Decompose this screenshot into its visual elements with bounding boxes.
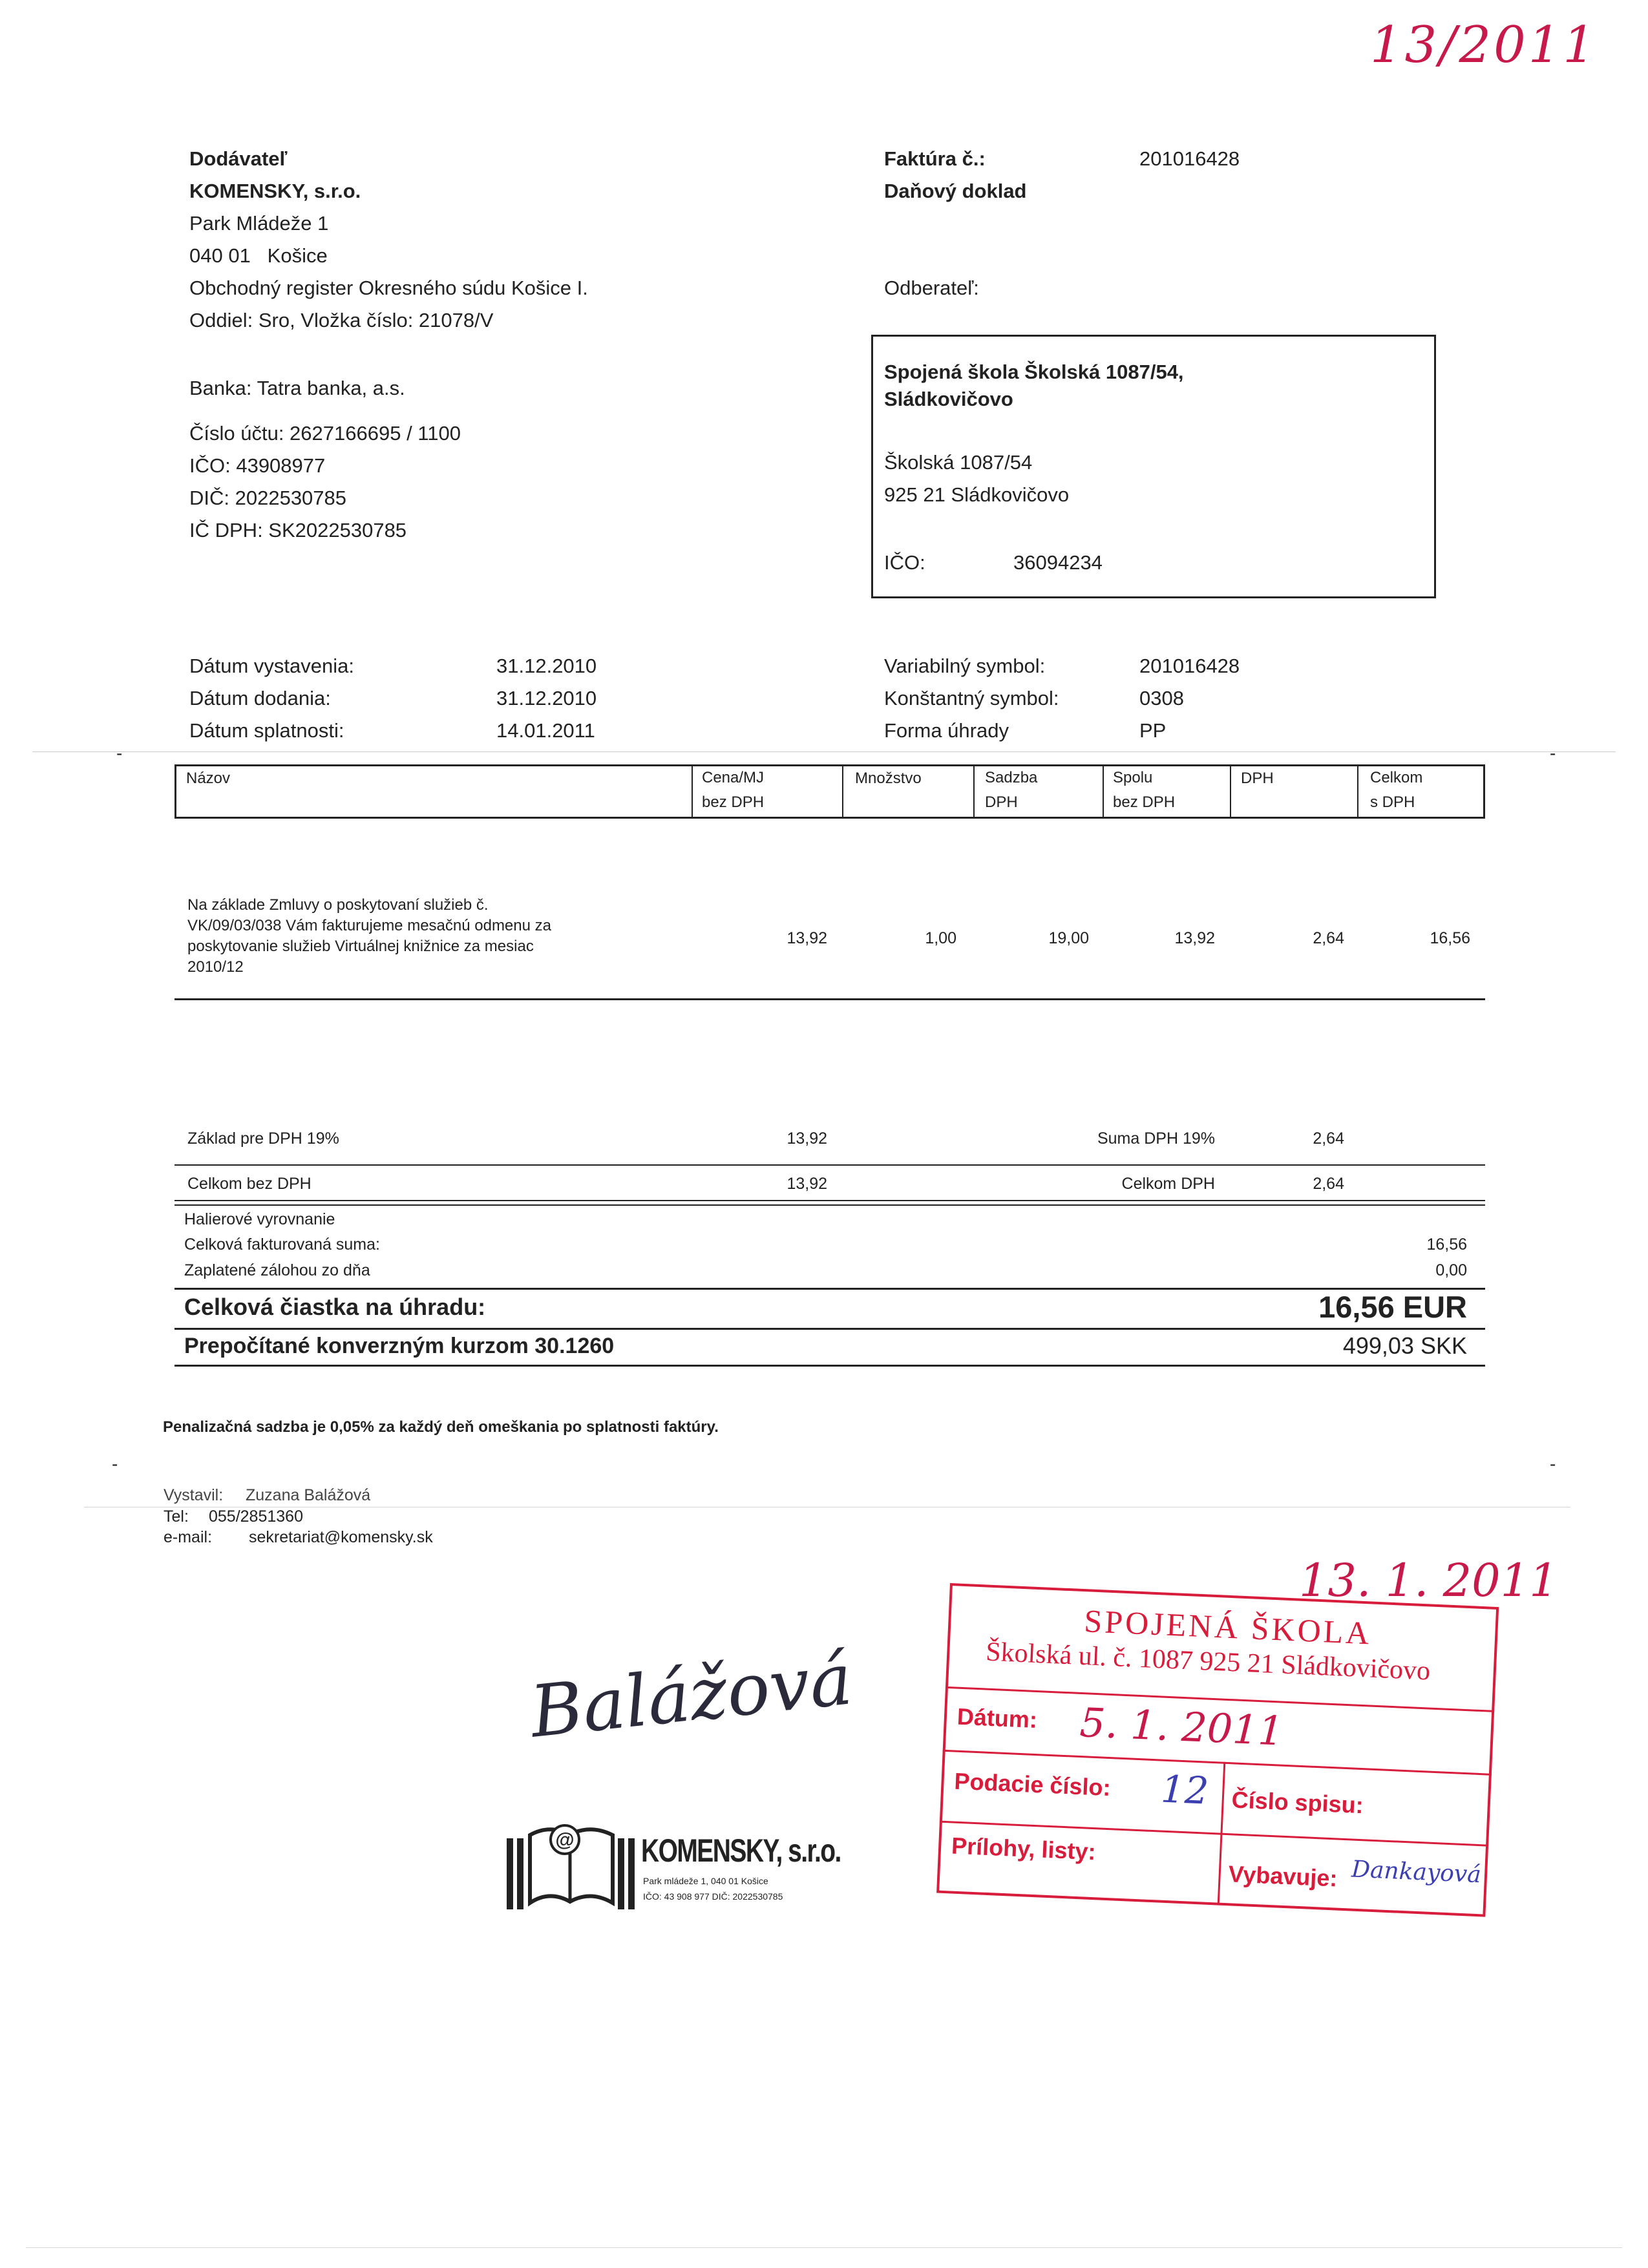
customer-ico-label: IČO: xyxy=(884,551,925,574)
margin-tick: - xyxy=(1550,1454,1556,1474)
row-divider xyxy=(174,998,1485,1000)
stamp-filing-label: Podacie číslo: xyxy=(953,1767,1112,1801)
stamp-attachments-label: Prílohy, listy: xyxy=(951,1832,1097,1865)
col-header-gross: Celkom s DPH xyxy=(1370,769,1423,811)
customer-heading: Odberateľ: xyxy=(884,277,979,299)
signature: Balážová xyxy=(526,1637,856,1754)
col-divider xyxy=(1357,764,1358,819)
col-divider xyxy=(842,764,843,819)
summary-double-rule xyxy=(174,1200,1485,1201)
vat-sum-label: Suma DPH 19% xyxy=(1097,1129,1215,1148)
table-header xyxy=(174,764,1485,819)
supplier-register: Obchodný register Okresného súdu Košice I. xyxy=(189,277,588,299)
constant-symbol-label: Konštantný symbol: xyxy=(884,687,1059,709)
total-due-label: Celková čiastka na úhradu: xyxy=(184,1294,486,1320)
col-divider xyxy=(692,764,693,819)
col-header-qty: Množstvo xyxy=(855,770,922,787)
book-logo-icon xyxy=(504,1819,640,1916)
col-divider xyxy=(1103,764,1104,819)
variable-symbol-value: 201016428 xyxy=(1139,655,1240,677)
customer-name-line1: Spojená škola Školská 1087/54, xyxy=(884,361,1184,383)
net-total-label: Celkom bez DPH xyxy=(187,1175,312,1193)
supplier-heading: Dodávateľ xyxy=(189,147,288,170)
invoice-number: 201016428 xyxy=(1139,147,1240,170)
supplier-street: Park Mládeže 1 xyxy=(189,212,329,235)
customer-city: 925 21 Sládkovičovo xyxy=(884,483,1070,506)
converted-label: Prepočítané konverzným kurzom 30.1260 xyxy=(184,1334,615,1358)
issuer-tel-value: 055/2851360 xyxy=(209,1507,303,1526)
total-rule xyxy=(174,1328,1485,1330)
logo-ids: IČO: 43 908 977 DIČ: 2022530785 xyxy=(643,1891,783,1902)
scan-line xyxy=(32,751,1616,752)
vat-base-label: Základ pre DPH 19% xyxy=(187,1129,339,1148)
issuer-tel-label: Tel: xyxy=(164,1507,189,1526)
rounding-label: Halierové vyrovnanie xyxy=(184,1210,335,1228)
margin-tick: - xyxy=(116,743,123,763)
stamp-handler-value: Dankayová xyxy=(1351,1856,1482,1889)
stamp-title: SPOJENÁ ŠKOLA xyxy=(1083,1602,1373,1652)
col-divider xyxy=(1230,764,1231,819)
item-gross: 16,56 xyxy=(1430,929,1470,947)
supplier-city: 040 01 Košice xyxy=(189,244,328,267)
item-vat: 2,64 xyxy=(1313,929,1344,947)
stamp-filing-value: 12 xyxy=(1159,1767,1210,1813)
col-header-name: Názov xyxy=(186,770,231,787)
stamp-file-label: Číslo spisu: xyxy=(1231,1786,1364,1819)
supplier-section: Oddiel: Sro, Vložka číslo: 21078/V xyxy=(189,309,494,331)
invoice-label: Faktúra č.: xyxy=(884,147,986,170)
stamp-received-date: 13. 1. 2011 xyxy=(1299,1554,1558,1607)
supplier-bank: Banka: Tatra banka, a.s. xyxy=(189,377,405,399)
supplier-name: KOMENSKY, s.r.o. xyxy=(189,180,361,202)
logo-address: Park mládeže 1, 040 01 Košice xyxy=(643,1876,768,1886)
variable-symbol-label: Variabilný symbol: xyxy=(884,655,1046,677)
vat-base-value: 13,92 xyxy=(787,1129,827,1148)
vat-total-label: Celkom DPH xyxy=(1121,1175,1215,1193)
due-date-label: Dátum splatnosti: xyxy=(189,719,344,742)
item-net: 13,92 xyxy=(1174,929,1215,947)
item-rate: 19,00 xyxy=(1048,929,1089,947)
customer-name-line2: Sládkovičovo xyxy=(884,388,1013,410)
col-header-price: Cena/MJ bez DPH xyxy=(702,769,765,811)
supplier-account: Číslo účtu: 2627166695 / 1100 xyxy=(189,422,461,445)
summary-divider xyxy=(174,1164,1485,1166)
due-date-value: 14.01.2011 xyxy=(496,719,595,742)
total-rule xyxy=(174,1365,1485,1367)
penalty-note: Penalizačná sadzba je 0,05% za každý deň omeškania po splatnosti faktúry. xyxy=(163,1418,719,1436)
delivery-date-value: 31.12.2010 xyxy=(496,687,597,709)
svg-text:@: @ xyxy=(555,1829,575,1851)
invoiced-sum-label: Celková fakturovaná suma: xyxy=(184,1235,380,1254)
issue-date-label: Dátum vystavenia: xyxy=(189,655,354,677)
item-description: Na základe Zmluvy o poskytovaní služieb č. VK/09/03/038 Vám fakturujeme mesačnú odmenu za poskytovanie služieb Virtuálnej knižnice za mesiac 2010/12 xyxy=(187,896,551,976)
vat-total-value: 2,64 xyxy=(1313,1175,1344,1193)
col-header-rate: Sadzba DPH xyxy=(985,769,1038,811)
customer-ico-value: 36094234 xyxy=(1013,551,1103,574)
issuer-name-value: Zuzana Balážová xyxy=(246,1486,371,1504)
item-price: 13,92 xyxy=(787,929,827,947)
constant-symbol-value: 0308 xyxy=(1139,687,1184,709)
issue-date-value: 31.12.2010 xyxy=(496,655,597,677)
margin-tick: - xyxy=(1550,743,1556,763)
issuer-email-value: sekretariat@komensky.sk xyxy=(249,1528,433,1546)
col-header-net: Spolu bez DPH xyxy=(1113,769,1176,811)
advance-value: 0,00 xyxy=(1435,1261,1467,1279)
scan-line xyxy=(26,2247,1622,2248)
stamp-date-label: Dátum: xyxy=(956,1703,1038,1734)
payment-form-value: PP xyxy=(1139,719,1167,742)
supplier-dic: DIČ: 2022530785 xyxy=(189,487,347,509)
supplier-icdph: IČ DPH: SK2022530785 xyxy=(189,519,407,541)
customer-street: Školská 1087/54 xyxy=(884,451,1033,474)
net-total-value: 13,92 xyxy=(787,1175,827,1193)
handwritten-reference: 13/2011 xyxy=(1370,16,1598,74)
invoice-type: Daňový doklad xyxy=(884,180,1027,202)
issuer-name-label: Vystavil: xyxy=(164,1486,224,1504)
col-divider xyxy=(973,764,975,819)
stamp-handler-label: Vybavuje: xyxy=(1227,1860,1338,1892)
delivery-date-label: Dátum dodania: xyxy=(189,687,331,709)
converted-value: 499,03 SKK xyxy=(1342,1332,1467,1359)
item-qty: 1,00 xyxy=(925,929,956,947)
summary-double-rule xyxy=(174,1204,1485,1206)
company-logo xyxy=(504,1819,866,1916)
issuer-email-label: e-mail: xyxy=(164,1528,213,1546)
supplier-ico: IČO: 43908977 xyxy=(189,454,326,477)
invoiced-sum-value: 16,56 xyxy=(1426,1235,1467,1254)
stamp-date-value: 5. 1. 2011 xyxy=(1079,1698,1285,1755)
registry-stamp xyxy=(936,1583,1506,1924)
payment-form-label: Forma úhrady xyxy=(884,719,1009,742)
col-header-vat: DPH xyxy=(1241,770,1274,787)
total-due-value: 16,56 EUR xyxy=(1318,1290,1467,1324)
stamp-address: Školská ul. č. 1087 925 21 Sládkovičovo xyxy=(985,1637,1431,1686)
vat-sum-value: 2,64 xyxy=(1313,1129,1344,1148)
margin-tick: - xyxy=(112,1454,118,1474)
advance-label: Zaplatené zálohou zo dňa xyxy=(184,1261,370,1279)
logo-company-name: KOMENSKY, s.r.o. xyxy=(641,1832,841,1869)
